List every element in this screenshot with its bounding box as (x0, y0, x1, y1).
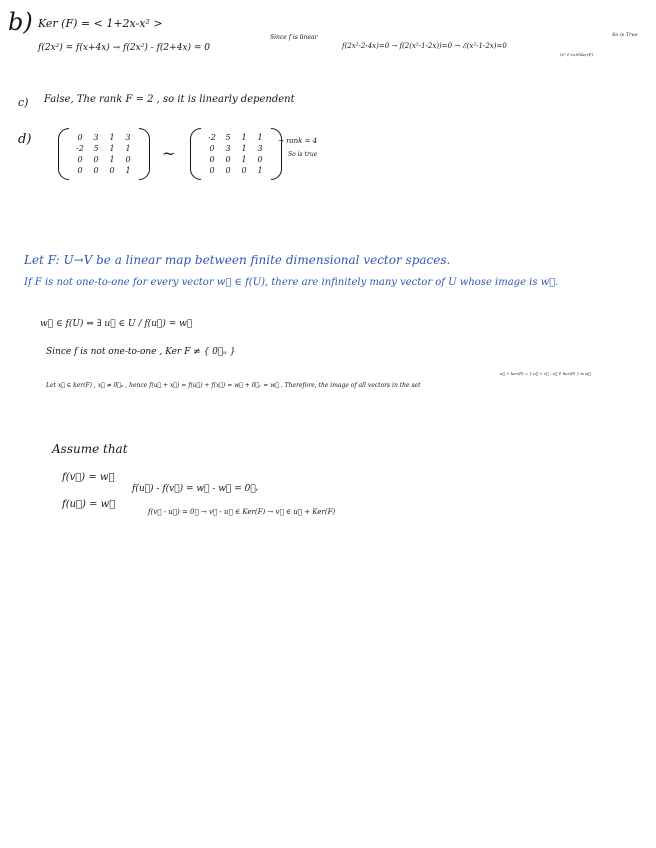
matrix-cell: 3 (257, 144, 263, 153)
matrix-cell: 3 (125, 133, 131, 142)
matrix-left-bracket (58, 128, 69, 180)
matrix-cell: 3 (225, 144, 231, 153)
matrix-reduced (190, 128, 282, 180)
matrix-right-bracket (271, 128, 282, 180)
matrix-cell: -2 (76, 144, 84, 153)
part-b-verdict: So is True (612, 32, 638, 38)
matrix-original (58, 128, 150, 180)
assume-title: Assume that (52, 442, 128, 456)
matrix-right-bracket (139, 128, 150, 180)
part-b-kernel: Ker (F) = < 1+2x-x² > (38, 17, 163, 30)
part-b-map-line: f(2x²) = f(x+4x) → f(2x²) - f(2+4x) = 0 (38, 43, 210, 53)
matrix-cell: 1 (125, 144, 131, 153)
statement-line-1: Let F: U→V be a linear map between finite dimensional vector spaces. (24, 253, 451, 267)
matrix-cell: 1 (109, 155, 115, 164)
part-b-label: b) (8, 8, 33, 36)
matrix-cell: 0 (225, 166, 231, 175)
statement-line-2: If F is not one-to-one for every vector w⃗ ∈ f(U), there are infinitely many vector of U whose image is w⃗. (24, 277, 559, 288)
part-d-verdict: So is true (288, 151, 318, 158)
matrix-cell: 0 (257, 155, 263, 164)
matrix-cell: 1 (125, 166, 131, 175)
assume-right-1: f(u⃗) - f(v⃗) = w⃗ - w⃗ = 0⃗ᵥ (132, 484, 260, 494)
part-d-rank: → rank = 4 (278, 137, 318, 145)
assume-fu: f(u⃗) = w⃗ (62, 499, 116, 510)
part-d-label: d) (18, 132, 32, 147)
assume-right-2: f(v⃗ - u⃗) = 0⃗ → v⃗ - u⃗ ∈ Ker(F) → v⃗ ∈ u⃗ + Ker(F) (148, 508, 336, 516)
matrix-cell: 1 (241, 133, 247, 142)
matrix-cell: 0 (209, 144, 215, 153)
matrix-cell: 0 (77, 133, 83, 142)
matrix-reduced-entries (201, 132, 271, 176)
matrix-cell: 0 (77, 155, 83, 164)
matrix-cell: 0 (125, 155, 131, 164)
part-b-since-note: Since f is linear (270, 34, 318, 41)
matrix-cell: 5 (225, 133, 231, 142)
matrix-cell: 1 (109, 133, 115, 142)
matrix-cell: 0 (77, 166, 83, 175)
matrix-cell: 3 (93, 133, 99, 142)
matrix-original-entries (69, 132, 139, 176)
matrix-cell: 0 (109, 166, 115, 175)
matrix-cell: 1 (241, 155, 247, 164)
matrix-left-bracket (190, 128, 201, 180)
row-equivalence-symbol: ~ (162, 144, 176, 163)
matrix-cell: 0 (241, 166, 247, 175)
matrix-cell: 0 (225, 155, 231, 164)
matrix-cell: -2 (208, 133, 216, 142)
part-c-label: c) (18, 96, 29, 109)
proof-line-2: Since f is not one-to-one , Ker F ≠ { 0⃗ᵤ } (46, 347, 236, 357)
matrix-cell: 0 (93, 166, 99, 175)
part-c-text: False, The rank F = 2 , so it is linearly dependent (44, 94, 295, 105)
matrix-cell: 1 (241, 144, 247, 153)
proof-line-3b: u⃗ + ker(F) = { u⃗ + x⃗ : x⃗ ∈ ker(F) } is w⃗. (500, 371, 593, 376)
part-b-derivation-tail: (x²-1-2x)∈Ker(F) (560, 52, 594, 57)
matrix-cell: 0 (209, 155, 215, 164)
part-b-derivation: f(2x²-2-4x)=0 → f(2(x²-1-2x))=0 → ℰ(x²-1-2x)=0 (342, 42, 507, 50)
proof-line-3: Let x⃗ ∈ ker(F) , x⃗ ≠ 0⃗ᵤ , hence f(u⃗ + x⃗) = f(u⃗) + f(x⃗) = w⃗ + 0⃗ᵥ = w⃗ . Therefore, the image of all vectors in the set (46, 382, 421, 389)
matrix-cell: 0 (209, 166, 215, 175)
matrix-cell: 1 (257, 166, 263, 175)
matrix-cell: 1 (257, 133, 263, 142)
matrix-cell: 5 (93, 144, 99, 153)
matrix-cell: 0 (93, 155, 99, 164)
proof-line-1: w⃗ ∈ f(U) ⇔ ∃ u⃗ ∈ U / f(u⃗) = w⃗ (40, 319, 193, 329)
assume-fv: f(v⃗) = w⃗ (62, 472, 115, 483)
matrix-cell: 1 (109, 144, 115, 153)
